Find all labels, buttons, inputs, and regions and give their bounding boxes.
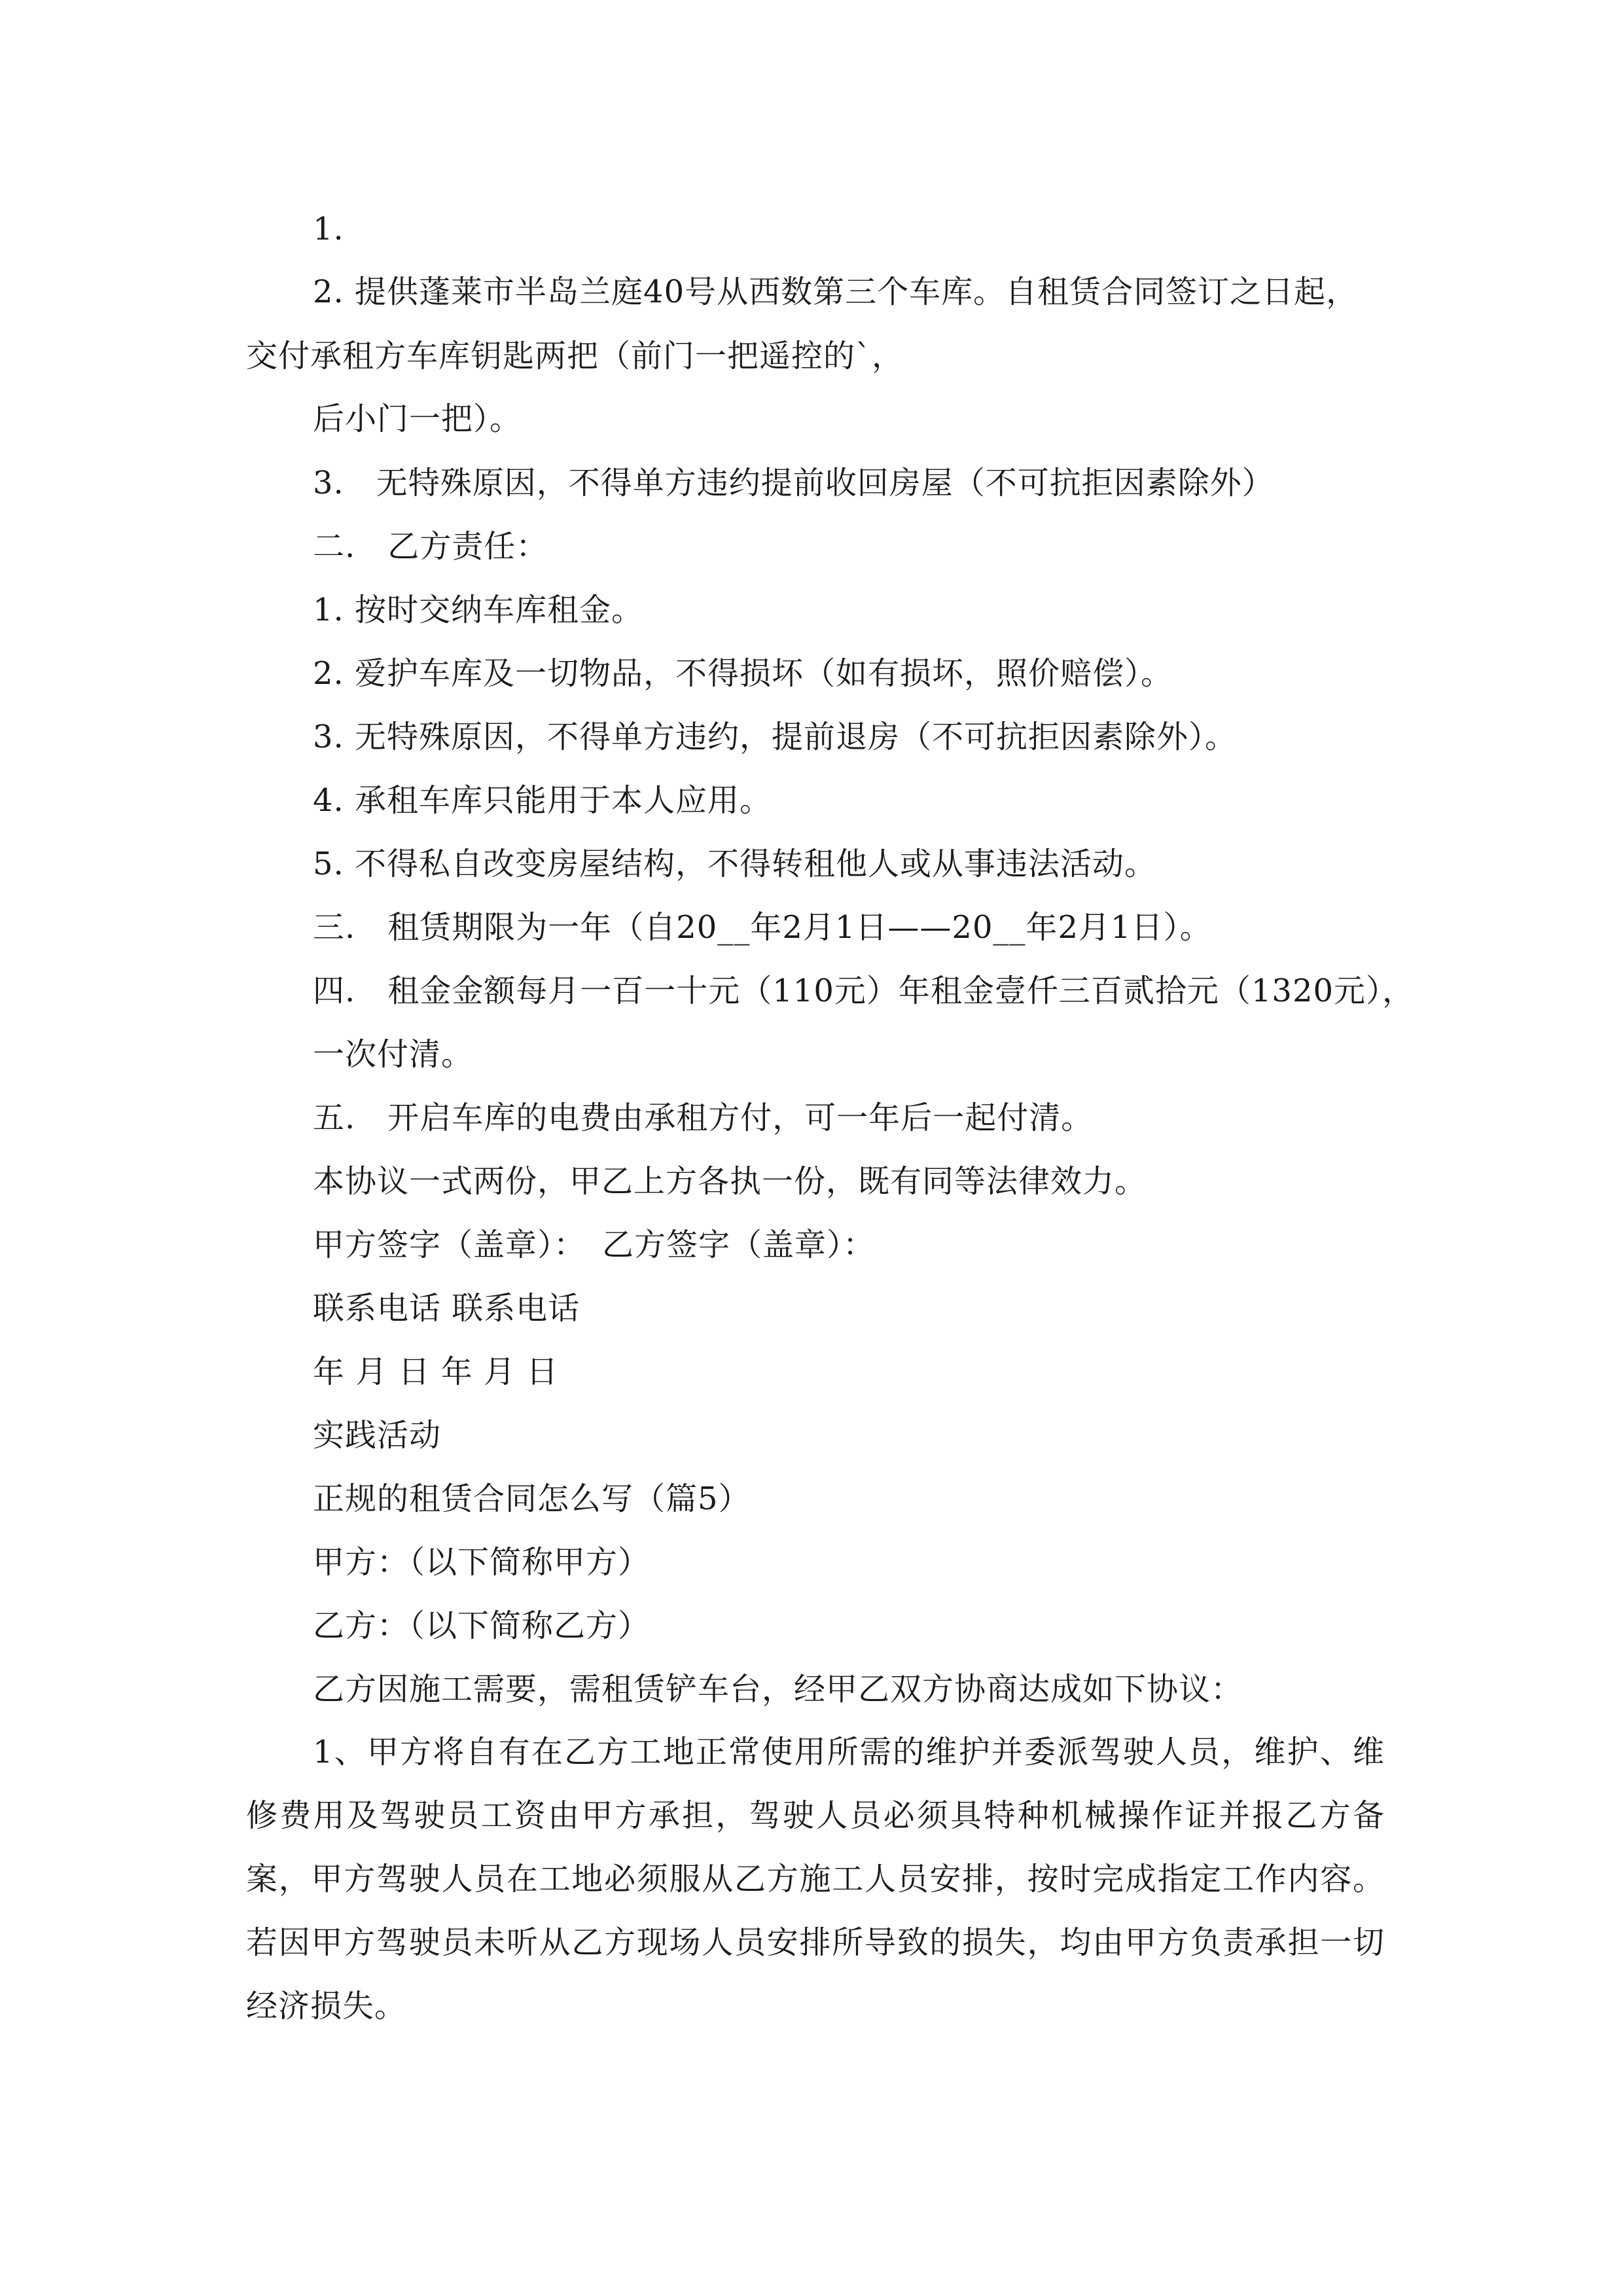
text-line-item-2-cont: 交付承租方车库钥匙两把（前门一把遥控的`， [246, 338, 904, 374]
text-line-item-2-end: 后小门一把）。 [313, 401, 522, 437]
text-line-b-1: 1. 按时交纳车库租金。 [313, 592, 644, 628]
party-b-line: 乙方：（以下简称乙方） [313, 1607, 651, 1644]
section-rent: 四. 租金金额每月一百一十元（110元）年租金壹仟三百贰拾元（1320元）， [313, 973, 1415, 1009]
phone-line: 联系电话 联系电话 [313, 1290, 580, 1327]
section-electricity: 五. 开启车库的电费由承租方付，可一年后一起付清。 [313, 1100, 1094, 1136]
copies-statement: 本协议一式两份，甲乙上方各执一份，既有同等法律效力。 [313, 1163, 1147, 1200]
practice-activity: 实践活动 [313, 1417, 442, 1454]
section-heading-b: 二. 乙方责任： [313, 528, 548, 565]
intro-line: 乙方因施工需要，需租赁铲车台，经甲乙双方协商达成如下协议： [313, 1671, 1243, 1708]
text-line-item-1: 1. [313, 211, 344, 247]
text-line-b-3: 3. 无特殊原因，不得单方违约，提前退房（不可抗拒因素除外）。 [313, 719, 1238, 755]
date-line: 年 月 日 年 月 日 [313, 1354, 559, 1390]
signature-line: 甲方签字（盖章）： 乙方签字（盖章）： [313, 1227, 876, 1263]
text-line-b-4: 4. 承租车库只能用于本人应用。 [313, 782, 772, 819]
article-title: 正规的租赁合同怎么写（篇5） [313, 1480, 751, 1517]
text-line-item-2: 2. 提供蓬莱市半岛兰庭40号从西数第三个车库。自租赁合同签订之日起， [313, 274, 1359, 310]
section-term: 三. 租赁期限为一年（自20__年2月1日——20__年2月1日）。 [313, 909, 1212, 946]
party-a-line: 甲方：（以下简称甲方） [313, 1544, 651, 1581]
text-line-b-5: 5. 不得私自改变房屋结构，不得转租他人或从事违法活动。 [313, 846, 1157, 882]
clause-1-paragraph: 1、甲方将自有在乙方工地正常使用所需的维护并委派驾驶人员，维护、维修费用及驾驶员工资由甲方承担，驾驶人员必须具特种机械操作证并报乙方备案，甲方驾驶人员在工地必须服从乙方施工人员安排，按时完成指定工作内容。若因甲方驾驶员未听从乙方现场人员安排所导致的损失，均由甲方负责承担一切经济损失。 [246, 1734, 1385, 2024]
text-line-b-2: 2. 爱护车库及一切物品，不得损坏（如有损坏，照价赔偿）。 [313, 655, 1173, 692]
text-line-item-3: 3. 无特殊原因，不得单方违约提前收回房屋（不可抗拒因素除外） [313, 465, 1274, 501]
section-rent-cont: 一次付清。 [313, 1036, 474, 1073]
